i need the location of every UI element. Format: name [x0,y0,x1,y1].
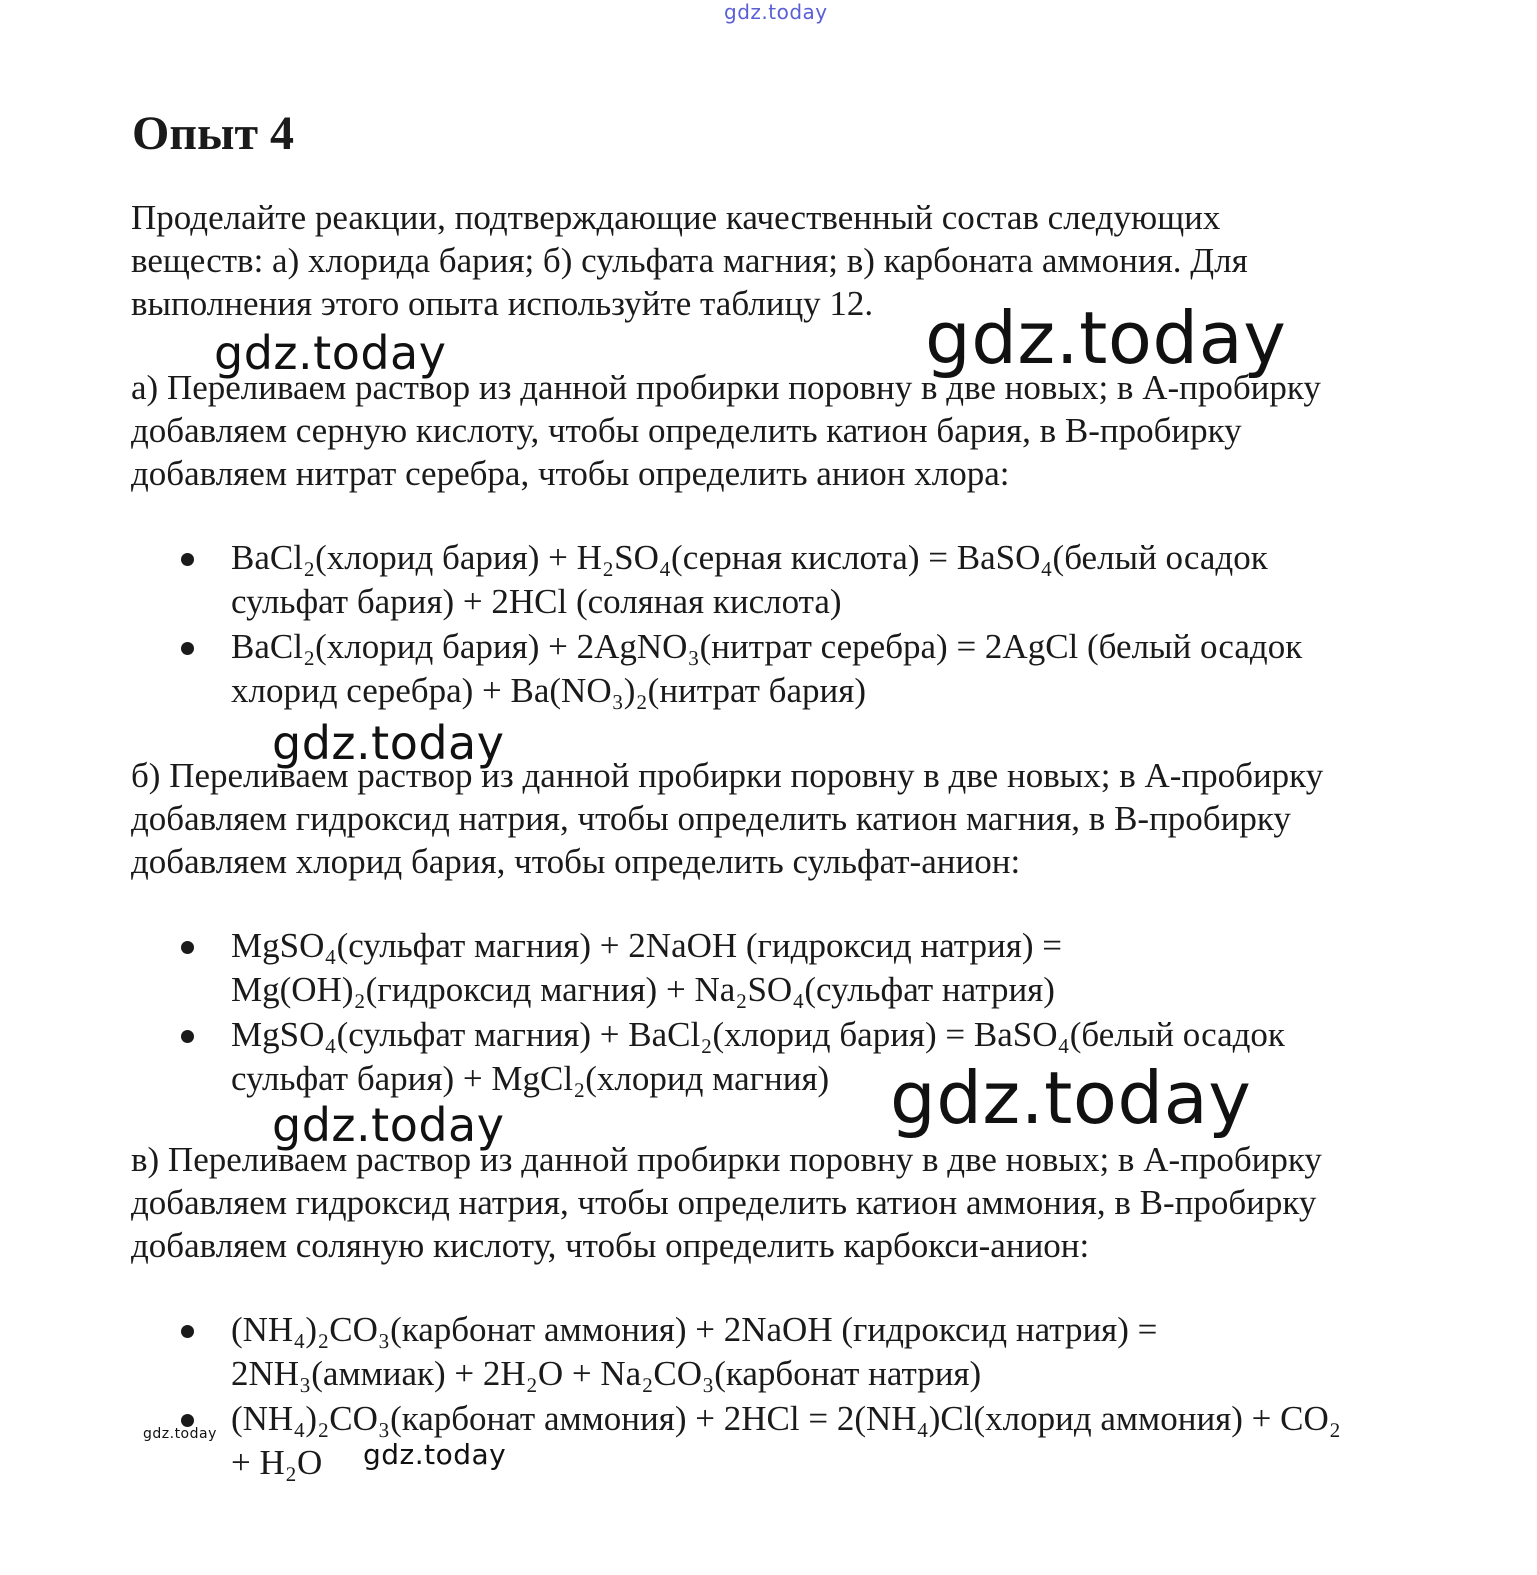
equation-item [0,1308,1537,1396]
equation-item [0,1013,1537,1101]
section-b-line: б) Переливаем раствор из данной пробирки поровну в две новых; в А-пробирку [131,756,1324,795]
watermark-top: gdz.today [724,0,828,24]
section-c-equations [0,1308,1537,1486]
section-b-line: добавляем гидроксид натрия, чтобы определить катион магния, в В-пробирку [131,799,1291,838]
section-a-line: а) Переливаем раствор из данной пробирки поровну в две новых; в А-пробирку [131,368,1321,407]
bullet-icon [181,553,194,566]
watermark: gdz.today [214,326,447,380]
watermark: gdz.today [363,1438,507,1471]
intro-line: веществ: а) хлорида бария; б) сульфата магния; в) карбоната аммония. Для [131,241,1248,280]
equation-item [0,1397,1537,1485]
bullet-icon [181,642,194,655]
section-a-line: добавляем нитрат серебра, чтобы определить анион хлора: [131,454,1010,493]
equation-line: MgSO₄(сульфат магния) + 2NaOH (гидроксид натрия) = [231,926,1062,965]
section-b-line: добавляем хлорид бария, чтобы определить сульфат-анион: [131,842,1021,881]
bullet-icon [181,941,194,954]
watermark: gdz.today [272,716,505,770]
section-a-line: добавляем серную кислоту, чтобы определить катион бария, в В-пробирку [131,411,1242,450]
equation-line: Mg(OH)₂(гидроксид магния) + Na₂SO₄(сульфат натрия) [231,970,1055,1009]
watermark: gdz.today [272,1098,505,1152]
equation-line: + H₂O [231,1443,323,1482]
equation-line: BaCl₂(хлорид бария) + 2AgNO₃(нитрат серебра) = 2AgCl (белый осадок [231,627,1303,666]
intro-line: выполнения этого опыта используйте таблицу 12. [131,284,874,323]
equation-line: сульфат бария) + 2HCl (соляная кислота) [231,582,842,621]
bullet-icon [181,1030,194,1043]
watermark-small: gdz.today [143,1426,217,1442]
section-c-line: добавляем гидроксид натрия, чтобы определить катион аммония, в В-пробирку [131,1183,1317,1222]
page-title: Опыт 4 [132,107,295,160]
bullet-icon [181,1325,194,1338]
equation-item [0,924,1537,1012]
section-a-equations [0,536,1537,714]
watermark: gdz.today [925,296,1287,380]
equation-line: 2NH₃(аммиак) + 2H₂O + Na₂CO₃(карбонат натрия) [231,1354,982,1393]
equation-line: (NH₄)₂CO₃(карбонат аммония) + 2NaOH (гидроксид натрия) = [231,1310,1158,1349]
section-c-paragraph [131,1138,1431,1267]
intro-line: Проделайте реакции, подтверждающие качественный состав следующих [131,198,1221,237]
equation-item [0,536,1537,624]
section-c-line: в) Переливаем раствор из данной пробирки поровну в две новых; в А-пробирку [131,1140,1322,1179]
section-b-paragraph [131,754,1431,883]
section-b-equations [0,924,1537,1102]
section-a-paragraph [131,366,1431,495]
equation-item [0,625,1537,713]
equation-line: сульфат бария) + MgCl₂(хлорид магния) [231,1059,830,1098]
equation-line: (NH₄)₂CO₃(карбонат аммония) + 2HCl = 2(NH₄)Cl(хлорид аммония) + CO₂ [231,1399,1341,1438]
equation-line: BaCl₂(хлорид бария) + H₂SO₄(серная кислота) = BaSO₄(белый осадок [231,538,1268,577]
section-c-line: добавляем соляную кислоту, чтобы определить карбокси-анион: [131,1226,1090,1265]
equation-line: MgSO₄(сульфат магния) + BaCl₂(хлорид бария) = BaSO₄(белый осадок [231,1015,1285,1054]
equation-line: хлорид серебра) + Ba(NO₃)₂(нитрат бария) [231,671,867,710]
watermark: gdz.today [890,1056,1252,1140]
